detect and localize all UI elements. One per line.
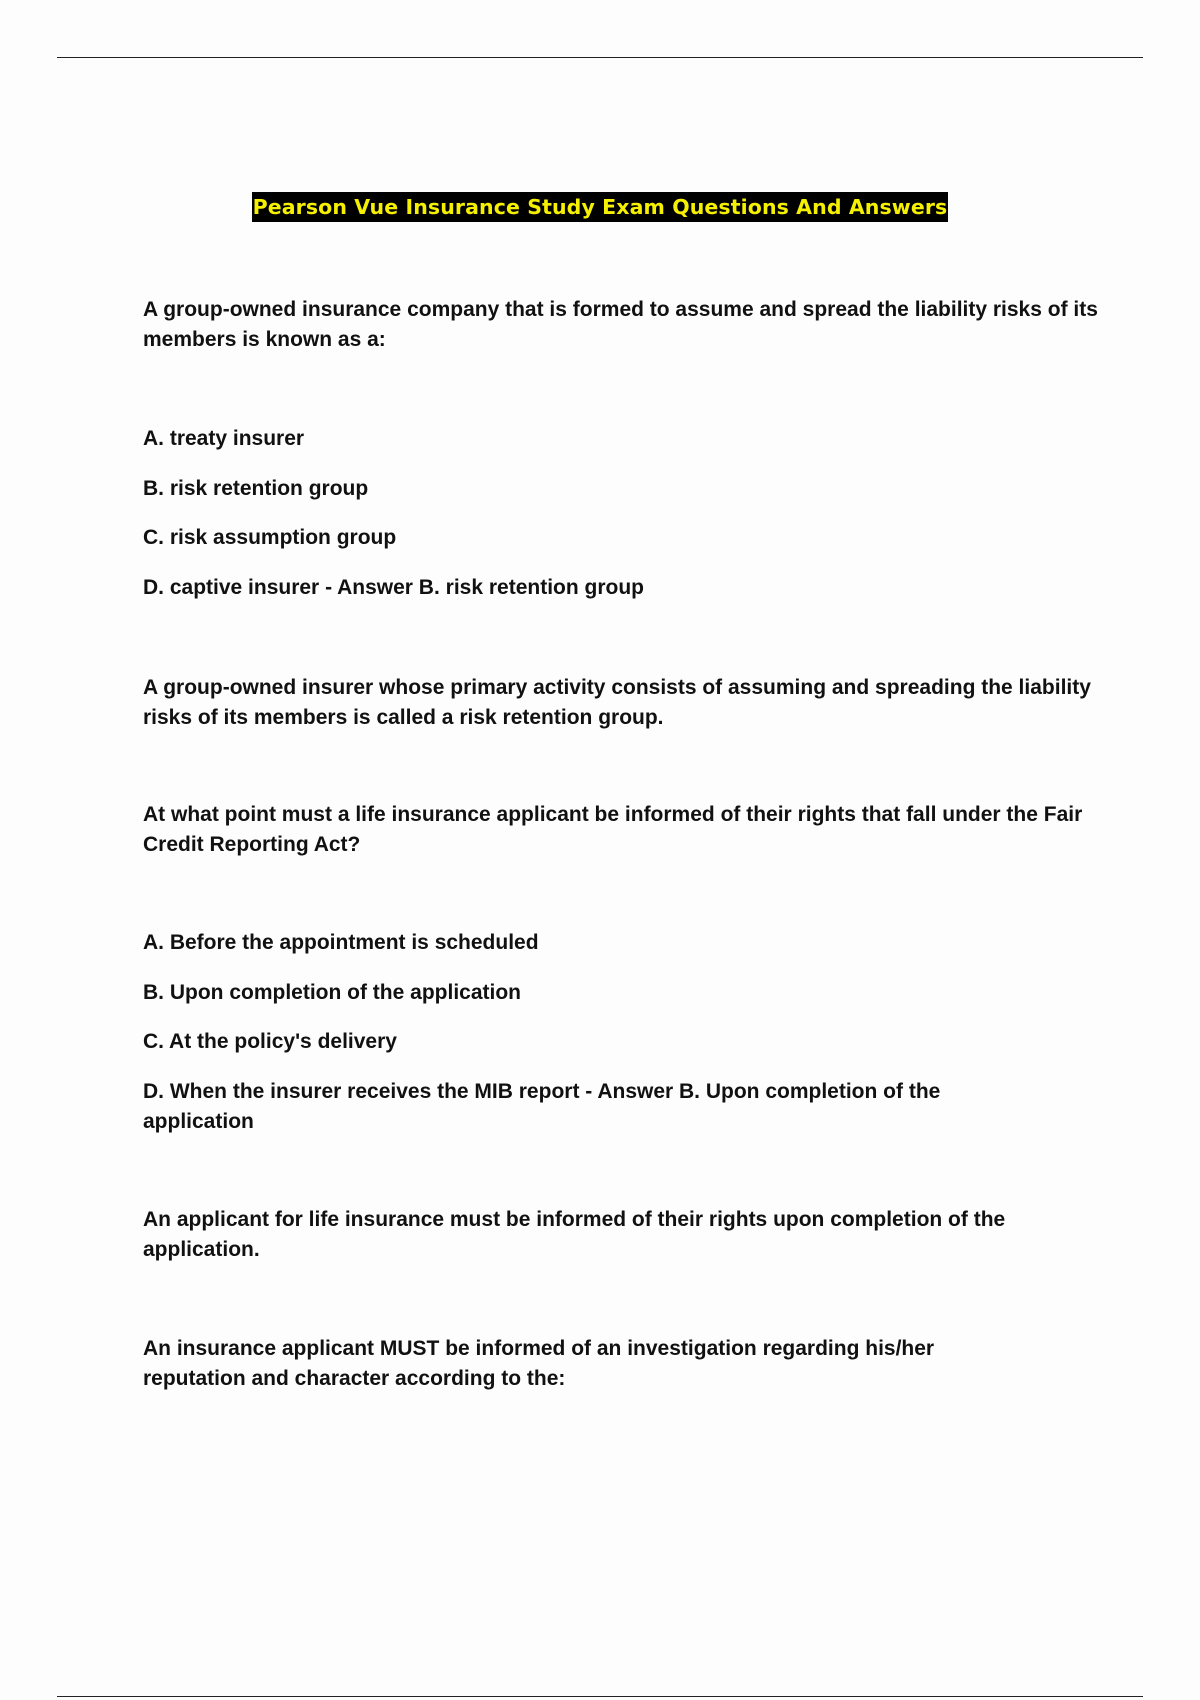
question-1-option-a: A. treaty insurer xyxy=(143,427,305,450)
bottom-divider xyxy=(57,1696,1143,1697)
explanation-2: An applicant for life insurance must be informed of their rights upon completion of the application. xyxy=(143,1208,1006,1261)
question-1: A group-owned insurance company that is formed to assume and spread the liability risks of its members is known as a: xyxy=(143,298,1098,351)
question-3: An insurance applicant MUST be informed of an investigation regarding his/her reputation and character according to the: xyxy=(143,1337,935,1390)
question-2-option-c: C. At the policy's delivery xyxy=(143,1030,397,1053)
question-2-option-a: A. Before the appointment is scheduled xyxy=(143,931,539,954)
question-2-option-b: B. Upon completion of the application xyxy=(143,981,521,1004)
document-title: Pearson Vue Insurance Study Exam Questions And Answers xyxy=(252,192,949,222)
question-2: At what point must a life insurance applicant be informed of their rights that fall under the Fair Credit Reporting Act? xyxy=(143,803,1083,856)
question-1-option-d: D. captive insurer - Answer B. risk retention group xyxy=(143,576,644,599)
top-divider xyxy=(57,57,1143,58)
question-1-option-c: C. risk assumption group xyxy=(143,526,397,549)
explanation-1: A group-owned insurer whose primary activity consists of assuming and spreading the liability risks of its members is called a risk retention group. xyxy=(143,676,1091,729)
title-container xyxy=(0,192,1200,222)
question-1-option-b: B. risk retention group xyxy=(143,477,369,500)
question-2-option-d: D. When the insurer receives the MIB report - Answer B. Upon completion of the application xyxy=(143,1080,941,1133)
